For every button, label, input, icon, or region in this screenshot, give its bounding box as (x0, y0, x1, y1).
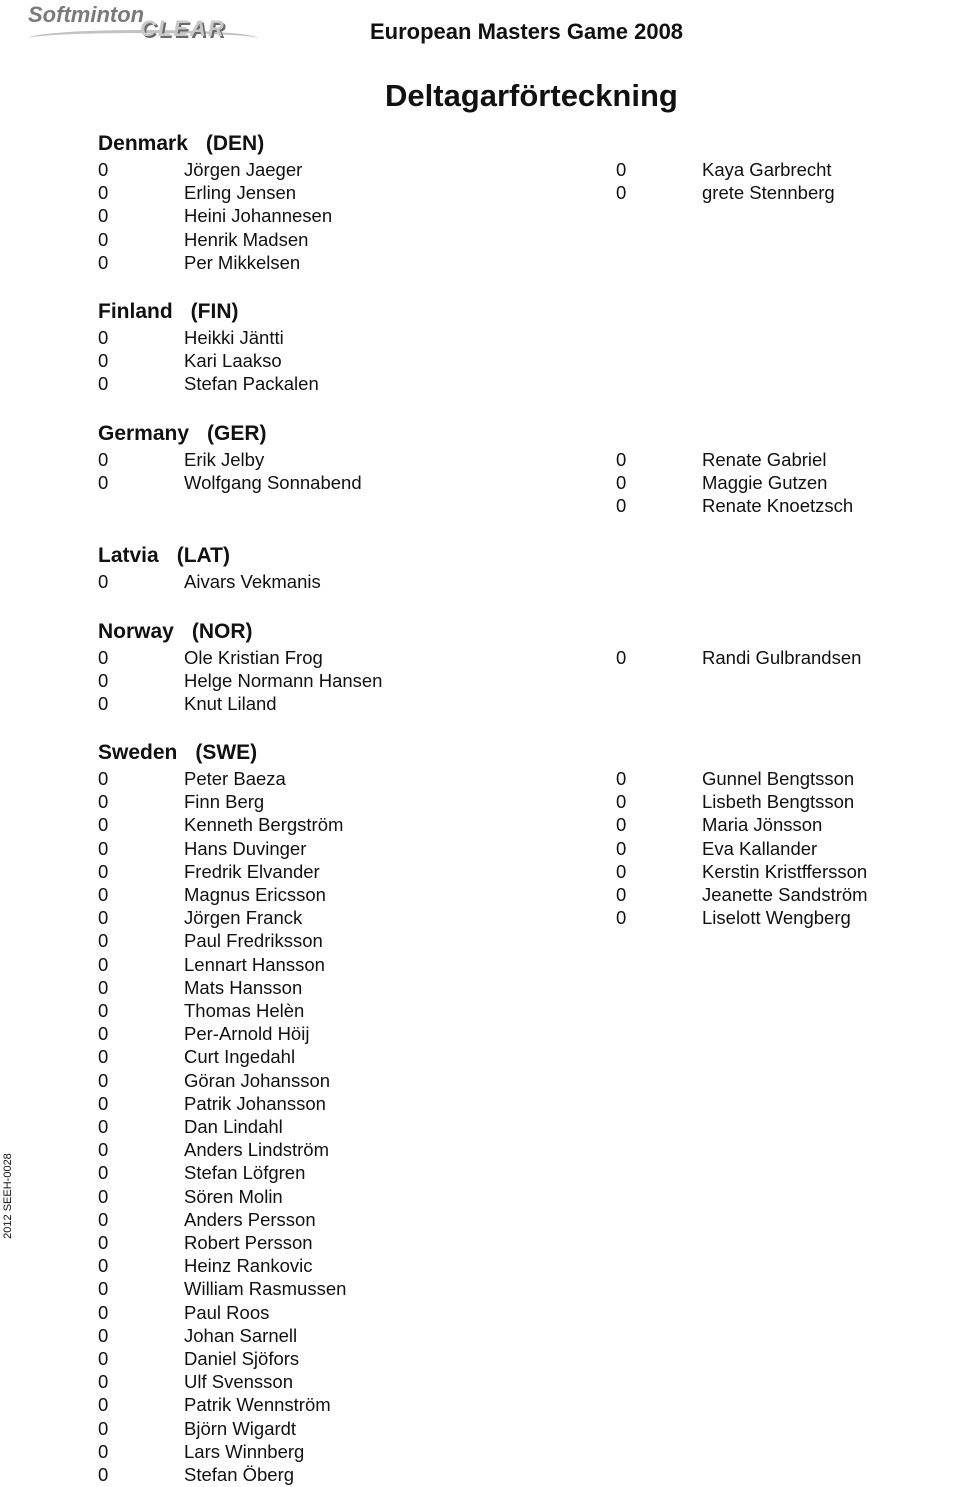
participant-number: 0 (98, 907, 109, 929)
country-code: (LAT) (176, 544, 230, 567)
participant-number: 0 (98, 1185, 109, 1207)
participant-number: 0 (98, 1371, 109, 1393)
participant-name: Aivars Vekmanis (184, 571, 321, 592)
participant-number: 0 (98, 1116, 109, 1137)
participant-name: Kaya Garbrecht (702, 159, 832, 180)
participant-name: Patrik Wennström (184, 1394, 331, 1416)
participant-number: 0 (98, 860, 109, 882)
participant-number: 0 (98, 327, 109, 348)
participant-name: Hans Duvinger (184, 837, 307, 859)
participant-number: 0 (98, 251, 109, 273)
participant-number: 0 (98, 205, 109, 227)
participant-name: Wolfgang Sonnabend (184, 472, 362, 494)
participant-name: Erik Jelby (184, 449, 265, 470)
participant-name: Heikki Jäntti (184, 327, 284, 348)
participant-name: Jörgen Jaeger (184, 159, 303, 180)
participant-number: 0 (616, 768, 627, 789)
participant-number: 0 (616, 159, 627, 180)
participant-name: Göran Johansson (184, 1069, 331, 1091)
participant-name: Paul Fredriksson (184, 930, 323, 952)
participant-name: Robert Persson (184, 1232, 313, 1253)
participant-number: 0 (98, 1232, 109, 1253)
participant-name: Paul Roos (184, 1301, 270, 1323)
participant-name: Randi Gulbrandsen (702, 647, 862, 668)
participant-name: Daniel Sjöfors (184, 1348, 300, 1369)
country-name: Finland (98, 300, 173, 323)
participant-name: Ole Kristian Frog (184, 647, 323, 668)
softminton-clear-logo (28, 2, 268, 50)
participant-name: Liselott Wengberg (702, 907, 851, 929)
participant-name: Stefan Öberg (184, 1464, 295, 1485)
country-code: (GER) (207, 422, 267, 445)
participant-number: 0 (98, 791, 109, 813)
participant-number: 0 (98, 1324, 109, 1346)
participant-number: 0 (98, 350, 109, 372)
participant-number: 0 (98, 1278, 109, 1300)
participant-name: Heini Johannesen (184, 205, 333, 227)
participant-name: Lars Winnberg (184, 1440, 305, 1462)
participant-number: 0 (616, 472, 627, 494)
participant-number: 0 (98, 1046, 109, 1068)
country-name: Germany (98, 422, 190, 445)
country-name: Denmark (98, 132, 188, 155)
participant-name: Gunnel Bengtsson (702, 768, 855, 789)
participant-number: 0 (616, 884, 627, 905)
document-title: Deltagarförteckning (385, 78, 678, 113)
participant-number: 0 (98, 1023, 109, 1045)
participant-name: Lisbeth Bengtsson (702, 791, 855, 813)
participant-name: Finn Berg (184, 791, 265, 813)
country-code: (DEN) (205, 132, 265, 155)
participant-name: Thomas Helèn (184, 1000, 305, 1021)
country-name: Latvia (98, 544, 159, 567)
participant-name: Per-Arnold Höij (184, 1023, 310, 1045)
participant-name: Dan Lindahl (184, 1116, 283, 1137)
participant-number: 0 (98, 1301, 109, 1323)
participant-number: 0 (98, 1092, 109, 1114)
country-heading (98, 544, 230, 568)
country-heading (98, 132, 264, 156)
participant-number: 0 (98, 693, 109, 715)
logo-text-clear: CLEAR (140, 16, 226, 41)
participant-name: Stefan Löfgren (184, 1162, 306, 1184)
participant-name: Jörgen Franck (184, 907, 303, 929)
participant-name: Kari Laakso (184, 350, 282, 372)
participant-number: 0 (98, 1069, 109, 1091)
participant-name: Jeanette Sandström (702, 884, 868, 905)
country-code: (FIN) (190, 300, 239, 323)
participant-name: Stefan Packalen (184, 373, 319, 395)
participant-number: 0 (616, 449, 627, 470)
participant-number: 0 (98, 953, 109, 975)
country-code: (SWE) (195, 741, 258, 764)
participant-name: William Rasmussen (184, 1278, 347, 1300)
participant-number: 0 (98, 159, 109, 180)
participant-number: 0 (98, 472, 109, 494)
participant-name: Kerstin Kristffersson (702, 860, 868, 882)
participant-name: Magnus Ericsson (184, 884, 326, 905)
participant-number: 0 (98, 449, 109, 470)
participant-name: grete Stennberg (702, 182, 835, 204)
participant-name: Renate Gabriel (702, 449, 827, 470)
participant-name: Johan Sarnell (184, 1324, 298, 1346)
participant-number: 0 (98, 1417, 109, 1439)
country-name: Norway (98, 620, 174, 643)
participant-name: Sören Molin (184, 1185, 283, 1207)
participant-number: 0 (616, 860, 627, 882)
participant-number: 0 (98, 768, 109, 789)
participant-name: Anders Lindström (184, 1139, 329, 1161)
participant-number: 0 (616, 814, 627, 836)
participant-number: 0 (98, 930, 109, 952)
participant-name: Henrik Madsen (184, 228, 309, 250)
participant-name: Eva Kallander (702, 837, 818, 859)
participant-number: 0 (98, 1394, 109, 1416)
participant-name: Mats Hansson (184, 976, 303, 998)
participant-name: Erling Jensen (184, 182, 297, 204)
participant-number: 0 (98, 1208, 109, 1230)
participant-name: Lennart Hansson (184, 953, 325, 975)
participant-number: 0 (98, 837, 109, 859)
participant-number: 0 (98, 814, 109, 836)
participant-number: 0 (98, 1162, 109, 1184)
participant-number: 0 (98, 373, 109, 395)
participant-number: 0 (616, 182, 627, 204)
country-heading (98, 422, 267, 446)
participant-number: 0 (98, 571, 109, 592)
participant-number: 0 (616, 495, 627, 517)
participant-number: 0 (98, 228, 109, 250)
participant-number: 0 (98, 1255, 109, 1277)
participant-name: Renate Knoetzsch (702, 495, 854, 517)
participant-name: Ulf Svensson (184, 1371, 293, 1393)
country-heading (98, 620, 253, 644)
participant-name: Curt Ingedahl (184, 1046, 296, 1068)
participant-number: 0 (98, 976, 109, 998)
participant-name: Peter Baeza (184, 768, 286, 789)
participant-name: Helge Normann Hansen (184, 670, 383, 692)
participant-number: 0 (616, 791, 627, 813)
country-code: (NOR) (191, 620, 253, 643)
participant-number: 0 (616, 647, 627, 668)
participant-name: Patrik Johansson (184, 1092, 326, 1114)
participant-name: Maggie Gutzen (702, 472, 828, 494)
participant-number: 0 (98, 670, 109, 692)
participant-number: 0 (98, 182, 109, 204)
participant-number: 0 (98, 1348, 109, 1369)
participant-number: 0 (98, 884, 109, 905)
participant-number: 0 (98, 1440, 109, 1462)
country-name: Sweden (98, 741, 178, 764)
participant-name: Anders Persson (184, 1208, 316, 1230)
participant-number: 0 (98, 1000, 109, 1021)
logo-text-softminton: Softminton (28, 2, 145, 27)
participant-name: Kenneth Bergström (184, 814, 344, 836)
participant-name: Fredrik Elvander (184, 860, 320, 882)
participant-number: 0 (98, 1464, 109, 1485)
participant-name: Per Mikkelsen (184, 251, 301, 273)
participant-number: 0 (616, 837, 627, 859)
participant-name: Heinz Rankovic (184, 1255, 313, 1277)
participant-name: Maria Jönsson (702, 814, 823, 836)
participant-name: Knut Liland (184, 693, 277, 715)
side-document-code: 2012 SEEH-0028 (2, 1153, 14, 1239)
participant-number: 0 (98, 647, 109, 668)
event-title: European Masters Game 2008 (370, 19, 684, 44)
country-heading (98, 741, 257, 765)
participant-number: 0 (616, 907, 627, 929)
participant-number: 0 (98, 1139, 109, 1161)
participant-name: Björn Wigardt (184, 1417, 297, 1439)
country-heading (98, 300, 239, 324)
